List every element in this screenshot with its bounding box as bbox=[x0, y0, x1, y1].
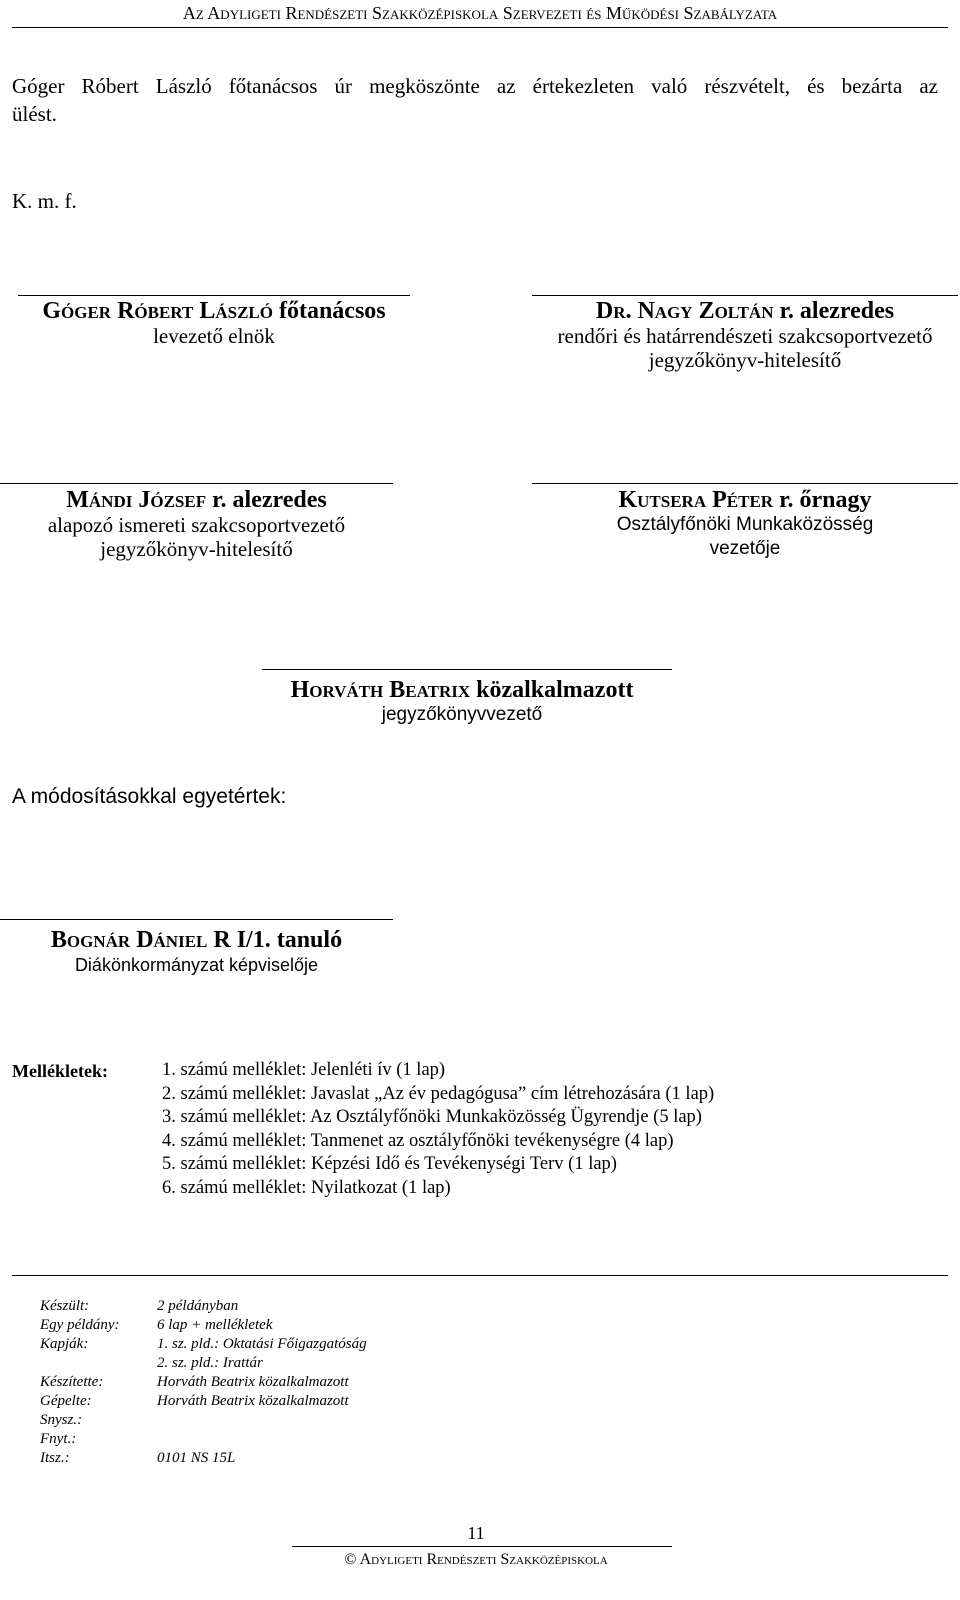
attachment-item: 6. számú melléklet: Nyilatkozat (1 lap) bbox=[162, 1177, 451, 1198]
signature-line-goger bbox=[18, 295, 410, 296]
attachments-label: Mellékletek: bbox=[12, 1061, 108, 1081]
footer-rule bbox=[292, 1546, 672, 1547]
closing-paragraph-line-1: Góger Róbert László főtanácsos úr megköszönte az értekezleten való részvételt, és bezárta az bbox=[12, 74, 938, 98]
colophon-label bbox=[40, 1354, 157, 1373]
colophon-label: Fnyt.: bbox=[40, 1431, 77, 1447]
footer-copyright: © Adyligeti Rendészeti Szakközépiskola bbox=[344, 1551, 608, 1568]
signatory-role: Diákönkormányzat képviselője bbox=[74, 955, 319, 975]
colophon-value: 1. sz. pld.: Oktatási Főigazgatóság bbox=[157, 1336, 367, 1352]
signature-block-mandi bbox=[0, 487, 393, 561]
signatory-name-line bbox=[212, 677, 712, 703]
signature-block-horvath bbox=[212, 677, 712, 727]
colophon-label: Készült: bbox=[40, 1298, 90, 1314]
colophon-label: Itsz.: bbox=[40, 1450, 70, 1466]
signatory-role: jegyzőkönyvvezető bbox=[381, 704, 543, 725]
colophon-label: Egy példány: bbox=[40, 1317, 120, 1333]
colophon-value: 6 lap + mellékletek bbox=[157, 1317, 273, 1333]
signatory-role: Osztályfőnöki Munkaközösség bbox=[616, 514, 874, 535]
colophon-value: Horváth Beatrix közalkalmazott bbox=[157, 1374, 349, 1390]
header-rule bbox=[12, 27, 948, 28]
header-title: Az Adyligeti Rendészeti Szakközépiskola Szervezeti és Működési Szabályzata bbox=[182, 3, 778, 23]
signature-line-kutsera bbox=[532, 483, 958, 484]
signatory-name: Horváth Beatrix bbox=[290, 677, 471, 703]
agreement-statement: A módosításokkal egyetértek: bbox=[12, 785, 287, 808]
colophon-label: Snysz.: bbox=[40, 1412, 83, 1428]
signatory-rank: R I/1. tanuló bbox=[213, 927, 343, 953]
colophon-label: Kapják: bbox=[40, 1336, 89, 1352]
colophon-value bbox=[157, 1411, 367, 1430]
signature-line-nagy bbox=[532, 295, 958, 296]
signatory-name-line bbox=[532, 298, 958, 324]
signatory-rank: közalkalmazott bbox=[476, 677, 634, 703]
colophon-label: Készítette: bbox=[40, 1374, 104, 1390]
attachment-item: 5. számú melléklet: Képzési Idő és Tevékenységi Terv (1 lap) bbox=[162, 1154, 617, 1175]
attachment-item: 1. számú melléklet: Jelenléti ív (1 lap) bbox=[162, 1060, 446, 1080]
signatory-rank: r. alezredes bbox=[212, 487, 327, 513]
signature-block-kutsera bbox=[532, 487, 958, 561]
colophon-table bbox=[40, 1297, 367, 1468]
signature-line-bognar bbox=[0, 919, 393, 920]
signatory-rank: főtanácsos bbox=[278, 298, 386, 324]
signatory-name: Mándi József bbox=[66, 487, 207, 513]
attachments-list bbox=[162, 1059, 714, 1201]
signatory-name: Bognár Dániel bbox=[50, 927, 208, 953]
signatory-role: jegyzőkönyv-hitelesítő bbox=[648, 348, 842, 372]
kmf-mark: K. m. f. bbox=[12, 189, 77, 213]
signatory-name: Kutsera Péter bbox=[618, 487, 774, 513]
page-number: 11 bbox=[467, 1523, 485, 1543]
signatory-name: Góger Róbert László bbox=[42, 298, 273, 324]
colophon-rule bbox=[12, 1275, 948, 1276]
colophon-value: 0101 NS 15L bbox=[157, 1450, 236, 1466]
colophon-label: Gépelte: bbox=[40, 1393, 92, 1409]
signatory-name-line bbox=[0, 487, 393, 513]
signatory-role: vezetője bbox=[709, 538, 781, 559]
signature-line-mandi bbox=[0, 483, 393, 484]
signatory-name-line bbox=[0, 927, 393, 953]
signatory-role: jegyzőkönyv-hitelesítő bbox=[100, 537, 293, 561]
signatory-name-line bbox=[18, 298, 410, 324]
attachment-item: 3. számú melléklet: Az Osztályfőnöki Munkaközösség Ügyrendje (5 lap) bbox=[162, 1107, 702, 1128]
colophon-value: 2. sz. pld.: Irattár bbox=[157, 1355, 263, 1371]
attachment-item: 2. számú melléklet: Javaslat „Az év pedagógusa” cím létrehozására (1 lap) bbox=[162, 1083, 715, 1104]
signatory-name-line bbox=[532, 487, 958, 513]
signature-block-nagy bbox=[532, 298, 958, 372]
closing-paragraph-line-2: ülést. bbox=[12, 102, 57, 126]
signatory-name: Dr. Nagy Zoltán bbox=[595, 298, 774, 324]
signatory-role: levezető elnök bbox=[153, 324, 275, 348]
signatory-rank: r. alezredes bbox=[779, 298, 895, 324]
attachment-item: 4. számú melléklet: Tanmenet az osztályfőnöki tevékenységre (4 lap) bbox=[162, 1130, 674, 1151]
signature-line-horvath bbox=[262, 669, 672, 670]
signature-block-bognar bbox=[0, 927, 393, 977]
signature-block-goger bbox=[18, 298, 410, 348]
signatory-role: rendőri és határrendészeti szakcsoportvezető bbox=[557, 324, 933, 348]
colophon-value: Horváth Beatrix közalkalmazott bbox=[157, 1393, 349, 1409]
signatory-rank: r. őrnagy bbox=[779, 487, 872, 513]
colophon-value: 2 példányban bbox=[157, 1298, 239, 1314]
colophon-value bbox=[157, 1430, 367, 1449]
signatory-role: alapozó ismereti szakcsoportvezető bbox=[47, 513, 346, 537]
